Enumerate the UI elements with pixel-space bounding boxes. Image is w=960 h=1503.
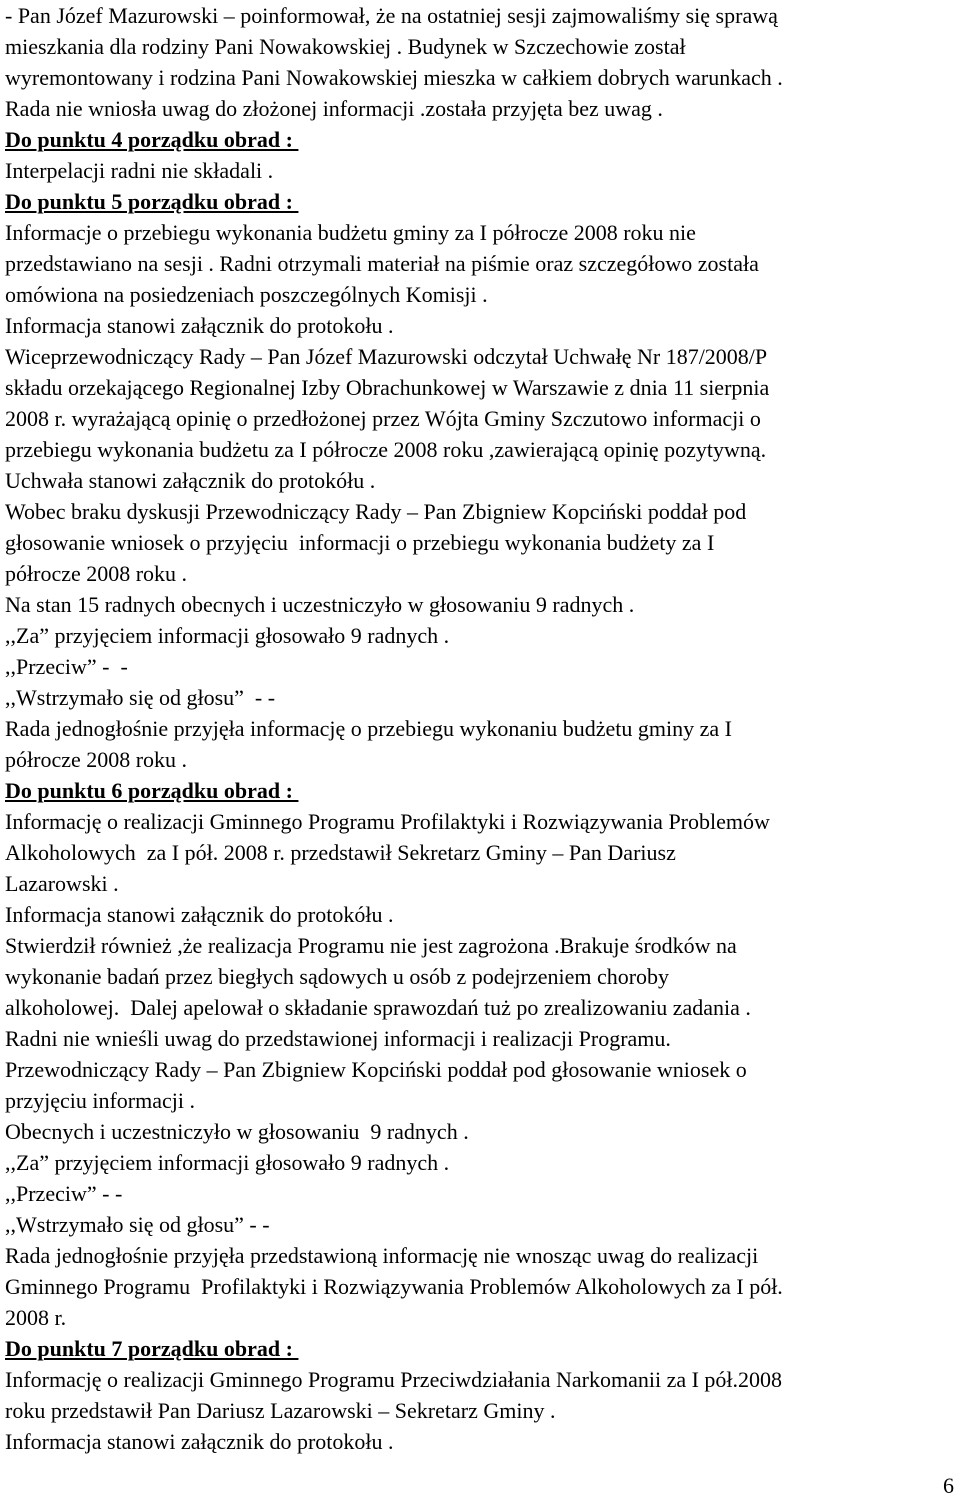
text-line: półrocze 2008 roku . — [5, 747, 188, 772]
section-heading: Do punktu 5 porządku obrad : — [5, 189, 299, 214]
text-line: Wobec braku dyskusji Przewodniczący Rady – Pan Zbigniew Kopciński poddał pod — [5, 499, 747, 524]
text-line: Rada jednogłośnie przyjęła przedstawioną informację nie wnosząc uwag do realizacji — [5, 1243, 759, 1268]
text-line: Informacja stanowi załącznik do protokołu . — [5, 313, 394, 338]
text-line: ,,Przeciw” - - — [5, 654, 128, 679]
text-line: Lazarowski . — [5, 871, 119, 896]
text-line: ,,Za” przyjęciem informacji głosowało 9 radnych . — [5, 1150, 450, 1175]
text-line: mieszkania dla rodziny Pani Nowakowskiej . Budynek w Szczechowie został — [5, 34, 686, 59]
text-line: alkoholowej. Dalej apelował o składanie sprawozdań tuż po zrealizowaniu zadania . — [5, 995, 751, 1020]
text-line: przedstawiano na sesji . Radni otrzymali materiał na piśmie oraz szczegółowo została — [5, 251, 759, 276]
text-line: ,,Wstrzymało się od głosu” - - — [5, 685, 276, 710]
text-line: Informację o realizacji Gminnego Programu Przeciwdziałania Narkomanii za I pół.2008 — [5, 1367, 783, 1392]
text-line: 2008 r. — [5, 1305, 67, 1330]
text-line: Na stan 15 radnych obecnych i uczestniczyło w głosowaniu 9 radnych . — [5, 592, 635, 617]
text-line: przebiegu wykonania budżetu za I półrocze 2008 roku ,zawierającą opinię pozytywną. — [5, 437, 767, 462]
section-heading: Do punktu 7 porządku obrad : — [5, 1336, 299, 1361]
text-line: roku przedstawił Pan Dariusz Lazarowski – Sekretarz Gminy . — [5, 1398, 556, 1423]
text-line: Stwierdził również ,że realizacja Programu nie jest zagrożona .Brakuje środków na — [5, 933, 737, 958]
text-line: Gminnego Programu Profilaktyki i Rozwiązywania Problemów Alkoholowych za I pół. — [5, 1274, 783, 1299]
text-line: Radni nie wnieśli uwag do przedstawionej informacji i realizacji Programu. — [5, 1026, 671, 1051]
document-body — [5, 0, 955, 1457]
text-line: Rada jednogłośnie przyjęła informację o przebiegu wykonaniu budżetu gminy za I — [5, 716, 732, 741]
text-line: wyremontowany i rodzina Pani Nowakowskiej mieszka w całkiem dobrych warunkach . — [5, 65, 783, 90]
text-line: 2008 r. wyrażającą opinię o przedłożonej przez Wójta Gminy Szczutowo informacji o — [5, 406, 761, 431]
text-line: przyjęciu informacji . — [5, 1088, 195, 1113]
section-heading: Do punktu 4 porządku obrad : — [5, 127, 299, 152]
text-line: Informację o realizacji Gminnego Programu Profilaktyki i Rozwiązywania Problemów — [5, 809, 770, 834]
section-heading: Do punktu 6 porządku obrad : — [5, 778, 299, 803]
text-line: Obecnych i uczestniczyło w głosowaniu 9 radnych . — [5, 1119, 469, 1144]
text-line: Rada nie wniosła uwag do złożonej informacji .została przyjęta bez uwag . — [5, 96, 663, 121]
text-line: składu orzekającego Regionalnej Izby Obrachunkowej w Warszawie z dnia 11 sierpnia — [5, 375, 770, 400]
text-line: Informacje o przebiegu wykonania budżetu gminy za I półrocze 2008 roku nie — [5, 220, 696, 245]
text-line: Wiceprzewodniczący Rady – Pan Józef Mazurowski odczytał Uchwałę Nr 187/2008/P — [5, 344, 768, 369]
text-line: Przewodniczący Rady – Pan Zbigniew Kopciński poddał pod głosowanie wniosek o — [5, 1057, 747, 1082]
text-line: - Pan Józef Mazurowski – poinformował, że na ostatniej sesji zajmowaliśmy się sprawą — [5, 3, 778, 28]
text-line: ,,Wstrzymało się od głosu” - - — [5, 1212, 270, 1237]
text-line: Alkoholowych za I pół. 2008 r. przedstawił Sekretarz Gminy – Pan Dariusz — [5, 840, 676, 865]
text-line: Informacja stanowi załącznik do protokołu . — [5, 1429, 394, 1454]
text-line: wykonanie badań przez biegłych sądowych u osób z podejrzeniem choroby — [5, 964, 670, 989]
text-line: głosowanie wniosek o przyjęciu informacji o przebiegu wykonania budżety za I — [5, 530, 715, 555]
text-line: Informacja stanowi załącznik do protokółu . — [5, 902, 394, 927]
text-line: ,,Za” przyjęciem informacji głosowało 9 radnych . — [5, 623, 450, 648]
text-line: półrocze 2008 roku . — [5, 561, 188, 586]
text-line: Interpelacji radni nie składali . — [5, 158, 274, 183]
text-line: ,,Przeciw” - - — [5, 1181, 123, 1206]
text-line: omówiona na posiedzeniach poszczególnych Komisji . — [5, 282, 488, 307]
text-line: Uchwała stanowi załącznik do protokółu . — [5, 468, 376, 493]
page-number: 6 — [943, 1473, 954, 1498]
